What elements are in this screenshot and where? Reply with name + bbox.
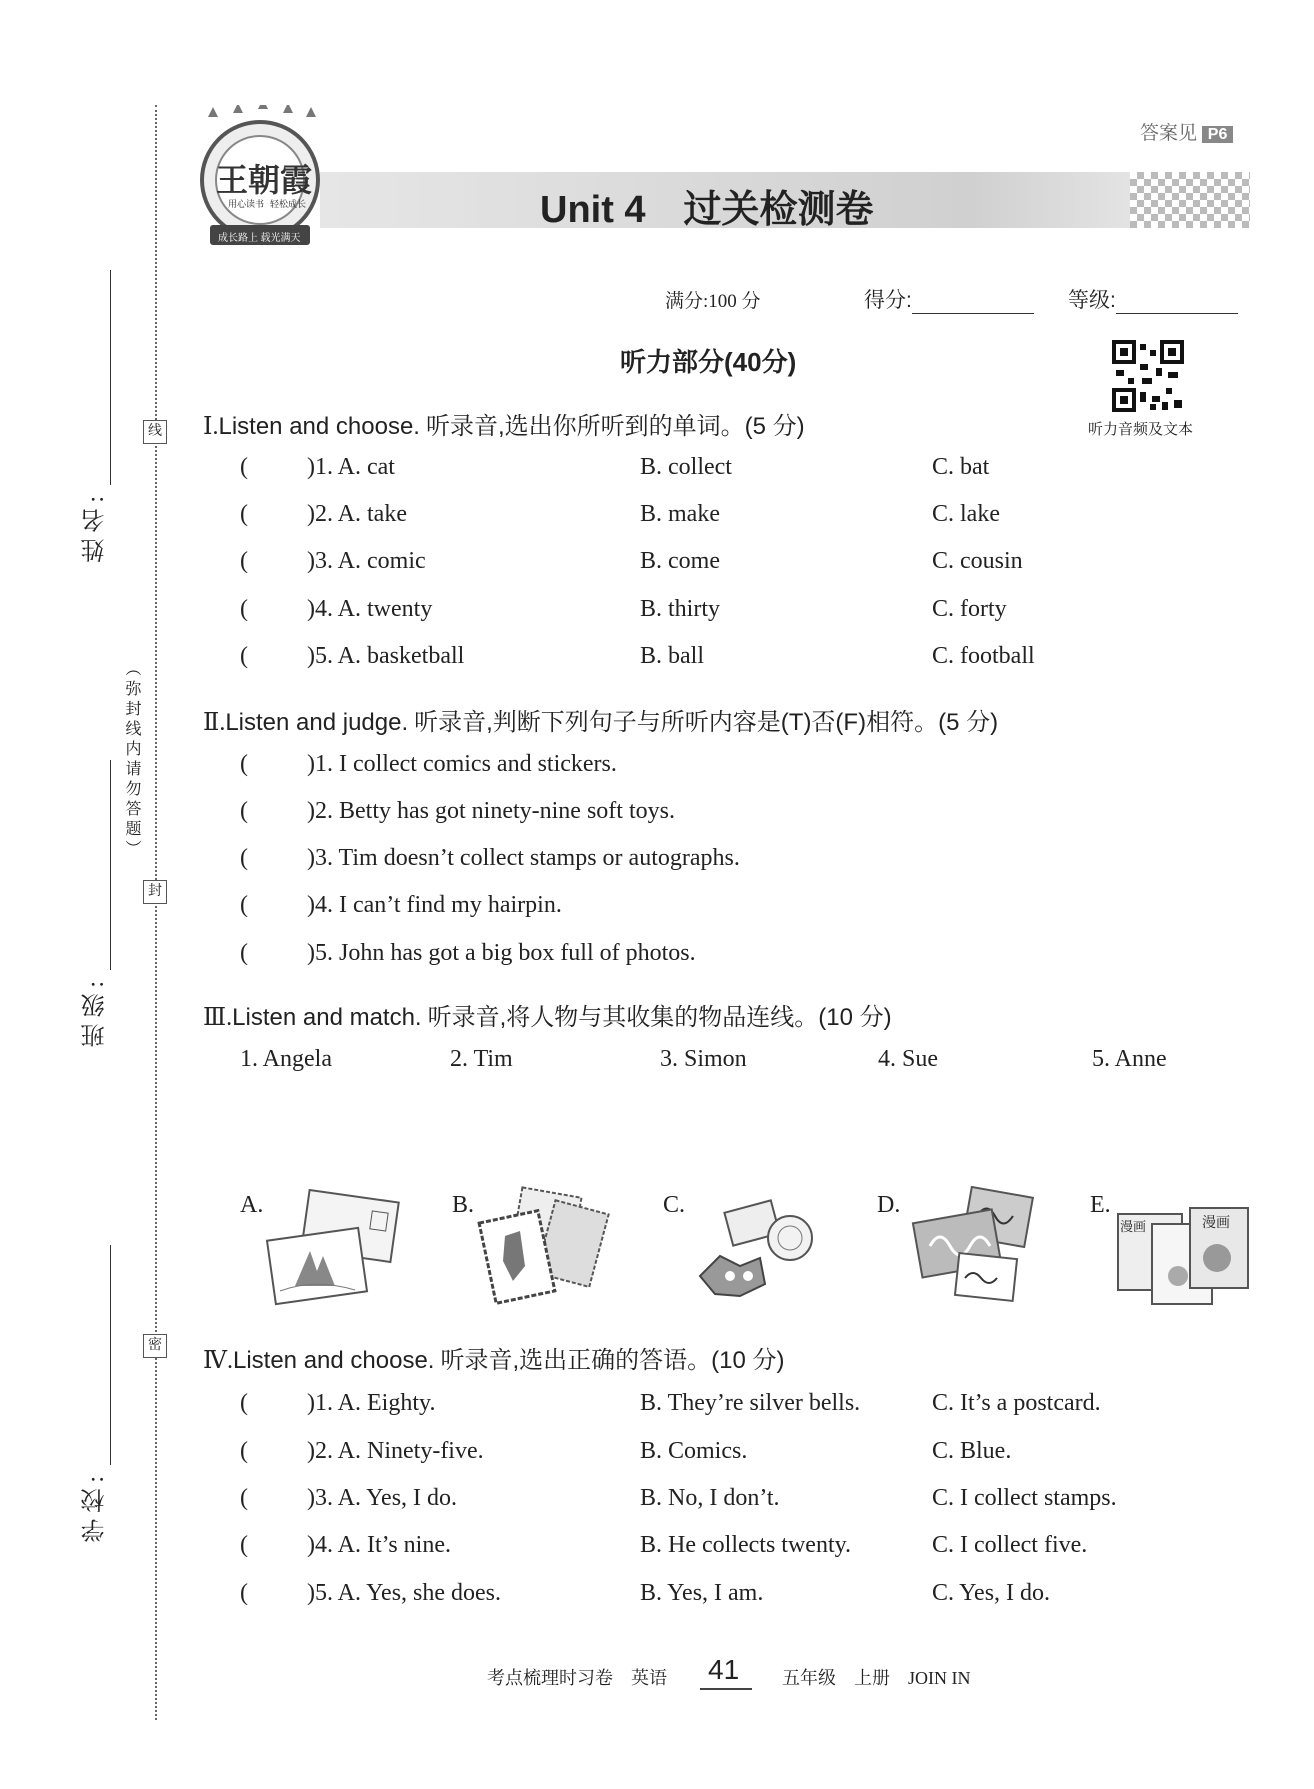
person[interactable]: 2. Tim xyxy=(450,1046,513,1072)
option-c: C. cousin xyxy=(932,548,1023,574)
option-b: B. collect xyxy=(640,454,732,480)
option-a: )2. A. Ninety-five. xyxy=(307,1438,484,1464)
grade-field[interactable] xyxy=(1116,289,1238,314)
answer-blank[interactable]: ( xyxy=(240,596,248,622)
option-c: C. lake xyxy=(932,501,1000,527)
autographs-picture[interactable] xyxy=(905,1186,1045,1306)
option-b: B. He collects twenty. xyxy=(640,1532,852,1558)
school-label: 学校: xyxy=(83,1470,109,1543)
stamps-icon xyxy=(475,1186,615,1306)
picture-label: E. xyxy=(1090,1192,1111,1218)
comic-title-2: 漫画 xyxy=(1202,1216,1230,1231)
section-1-en: Listen and choose. xyxy=(218,413,420,440)
statement: )3. Tim doesn’t collect stamps or autographs. xyxy=(307,845,740,871)
stickers-icon xyxy=(690,1186,830,1306)
option-c: C. I collect five. xyxy=(932,1532,1088,1558)
section-2-cn: 听录音,判断下列句子与所听内容是(T)否(F)相符。(5 分) xyxy=(414,709,999,736)
comics-picture[interactable] xyxy=(1112,1186,1252,1306)
option-b: B. thirty xyxy=(640,596,721,622)
option-c: C. I collect stamps. xyxy=(932,1485,1117,1511)
section-4-en: Listen and choose. xyxy=(232,1347,435,1374)
picture-label: C. xyxy=(663,1192,686,1218)
option-a: )1. A. Eighty. xyxy=(307,1390,436,1416)
listening-header: 听力部分(40分) xyxy=(620,347,797,377)
section-4-heading xyxy=(203,1340,784,1375)
answer-blank[interactable]: ( xyxy=(240,845,248,871)
person[interactable]: 4. Sue xyxy=(878,1046,938,1072)
picture-label: A. xyxy=(240,1192,264,1218)
answer-blank[interactable]: ( xyxy=(240,751,248,777)
page-title: Unit 4 过关检测卷 xyxy=(540,189,874,231)
option-a: )5. A. basketball xyxy=(307,643,465,669)
s1-item xyxy=(0,643,1314,683)
logo-ribbon: 成长路上 载光满天 xyxy=(218,233,301,244)
option-b: B. Comics. xyxy=(640,1438,748,1464)
footer-right: 五年级 上册 JOIN IN xyxy=(782,1668,971,1688)
s1-item xyxy=(0,596,1314,636)
option-a: )2. A. take xyxy=(307,501,407,527)
section-2-number: Ⅱ. xyxy=(203,710,226,736)
qr-caption: 听力音频及文本 xyxy=(1088,422,1194,438)
section-2-heading xyxy=(203,702,998,737)
full-score: 满分:100 分 xyxy=(665,291,761,312)
stickers-picture[interactable] xyxy=(690,1186,830,1306)
logo-motto-right: 轻松成长 xyxy=(270,199,307,209)
s4-item xyxy=(0,1580,1314,1620)
person[interactable]: 3. Simon xyxy=(660,1046,747,1072)
binder-notice: （弥封线内请勿答题） xyxy=(123,660,140,860)
statement: )5. John has got a big box full of photos. xyxy=(307,940,696,966)
statement: )2. Betty has got ninety-nine soft toys. xyxy=(307,798,675,824)
s2-item xyxy=(0,892,1314,932)
qr-code-icon xyxy=(1112,340,1184,412)
class-label: 班级: xyxy=(83,975,109,1048)
section-4-cn: 听录音,选出正确的答语。(10 分) xyxy=(440,1347,785,1374)
answer-blank[interactable]: ( xyxy=(240,454,248,480)
option-c: C. It’s a postcard. xyxy=(932,1390,1101,1416)
s2-item xyxy=(0,940,1314,980)
logo xyxy=(188,105,328,255)
option-c: C. bat xyxy=(932,454,990,480)
picture-label: D. xyxy=(877,1192,901,1218)
banner-checker xyxy=(1130,172,1250,228)
grade-label xyxy=(1068,284,1238,314)
statement: )4. I can’t find my hairpin. xyxy=(307,892,562,918)
school-field[interactable] xyxy=(110,1245,112,1465)
logo-motto-left: 用心读书 xyxy=(228,199,265,209)
autographs-icon xyxy=(905,1186,1045,1306)
s1-item xyxy=(0,454,1314,494)
answer-ref-text: 答案见 xyxy=(1140,123,1198,144)
answer-blank[interactable]: ( xyxy=(240,1390,248,1416)
s1-item xyxy=(0,548,1314,588)
footer-left: 考点梳理时习卷 英语 xyxy=(487,1668,667,1688)
qr-code[interactable] xyxy=(1112,340,1184,412)
answer-ref xyxy=(1140,118,1233,145)
option-c: C. forty xyxy=(932,596,1007,622)
answer-blank[interactable]: ( xyxy=(240,1580,248,1606)
comic-title-1: 漫画 xyxy=(1120,1219,1147,1234)
s4-item xyxy=(0,1438,1314,1478)
binder-line-mark: 线 xyxy=(143,420,167,444)
option-c: C. Blue. xyxy=(932,1438,1012,1464)
option-b: B. make xyxy=(640,501,720,527)
comics-icon xyxy=(1112,1186,1252,1306)
answer-blank[interactable]: ( xyxy=(240,892,248,918)
picture-label: B. xyxy=(452,1192,475,1218)
s4-item xyxy=(0,1390,1314,1430)
section-4-number: Ⅳ. xyxy=(203,1348,233,1374)
answer-blank[interactable]: ( xyxy=(240,1485,248,1511)
score-text: 得分: xyxy=(864,289,912,312)
s4-item xyxy=(0,1532,1314,1572)
option-c: C. Yes, I do. xyxy=(932,1580,1051,1606)
answer-blank[interactable]: ( xyxy=(240,501,248,527)
person[interactable]: 1. Angela xyxy=(240,1046,332,1072)
option-a: )4. A. twenty xyxy=(307,596,433,622)
binder-seal2-mark: 密 xyxy=(143,1334,167,1358)
section-2-en: Listen and judge. xyxy=(225,709,409,736)
option-b: B. ball xyxy=(640,643,704,669)
answer-blank[interactable]: ( xyxy=(240,1438,248,1464)
option-a: )3. A. comic xyxy=(307,548,426,574)
option-a: )4. A. It’s nine. xyxy=(307,1532,451,1558)
page-number: 41 xyxy=(708,1654,740,1685)
answer-blank[interactable]: ( xyxy=(240,548,248,574)
statement: )1. I collect comics and stickers. xyxy=(307,751,617,777)
section-3-number: Ⅲ. xyxy=(203,1005,233,1031)
postcards-picture[interactable] xyxy=(265,1186,405,1306)
option-b: B. Yes, I am. xyxy=(640,1580,764,1606)
answer-ref-page: P6 xyxy=(1202,126,1234,143)
section-3-en: Listen and match. xyxy=(232,1004,422,1031)
s2-item xyxy=(0,751,1314,791)
option-b: B. They’re silver bells. xyxy=(640,1390,861,1416)
s2-item xyxy=(0,798,1314,838)
people-row xyxy=(0,1046,1314,1086)
score-field[interactable] xyxy=(912,289,1034,314)
section-1-cn: 听录音,选出你所听到的单词。(5 分) xyxy=(425,413,805,440)
answer-blank[interactable]: ( xyxy=(240,798,248,824)
section-3-cn: 听录音,将人物与其收集的物品连线。(10 分) xyxy=(427,1004,892,1031)
binder-seal-mark: 封 xyxy=(143,880,167,904)
section-1-number: Ⅰ. xyxy=(203,414,219,440)
option-a: )5. A. Yes, she does. xyxy=(307,1580,502,1606)
s2-item xyxy=(0,845,1314,885)
score-label xyxy=(864,284,1034,314)
section-3-heading xyxy=(203,997,892,1032)
answer-blank[interactable]: ( xyxy=(240,1532,248,1558)
option-a: )1. A. cat xyxy=(307,454,395,480)
s4-item xyxy=(0,1485,1314,1525)
option-c: C. football xyxy=(932,643,1035,669)
option-b: B. No, I don’t. xyxy=(640,1485,780,1511)
person[interactable]: 5. Anne xyxy=(1092,1046,1167,1072)
s1-item xyxy=(0,501,1314,541)
name-field[interactable] xyxy=(110,270,112,485)
logo-name: 王朝霞 xyxy=(216,162,313,198)
section-1-heading xyxy=(203,406,805,441)
answer-blank[interactable]: ( xyxy=(240,940,248,966)
answer-blank[interactable]: ( xyxy=(240,643,248,669)
grade-text: 等级: xyxy=(1068,289,1116,312)
option-a: )3. A. Yes, I do. xyxy=(307,1485,458,1511)
footer-page-underline xyxy=(700,1688,752,1690)
option-b: B. come xyxy=(640,548,720,574)
stamps-picture[interactable] xyxy=(475,1186,615,1306)
name-label: 姓名: xyxy=(83,490,109,563)
postcards-icon xyxy=(265,1186,405,1306)
